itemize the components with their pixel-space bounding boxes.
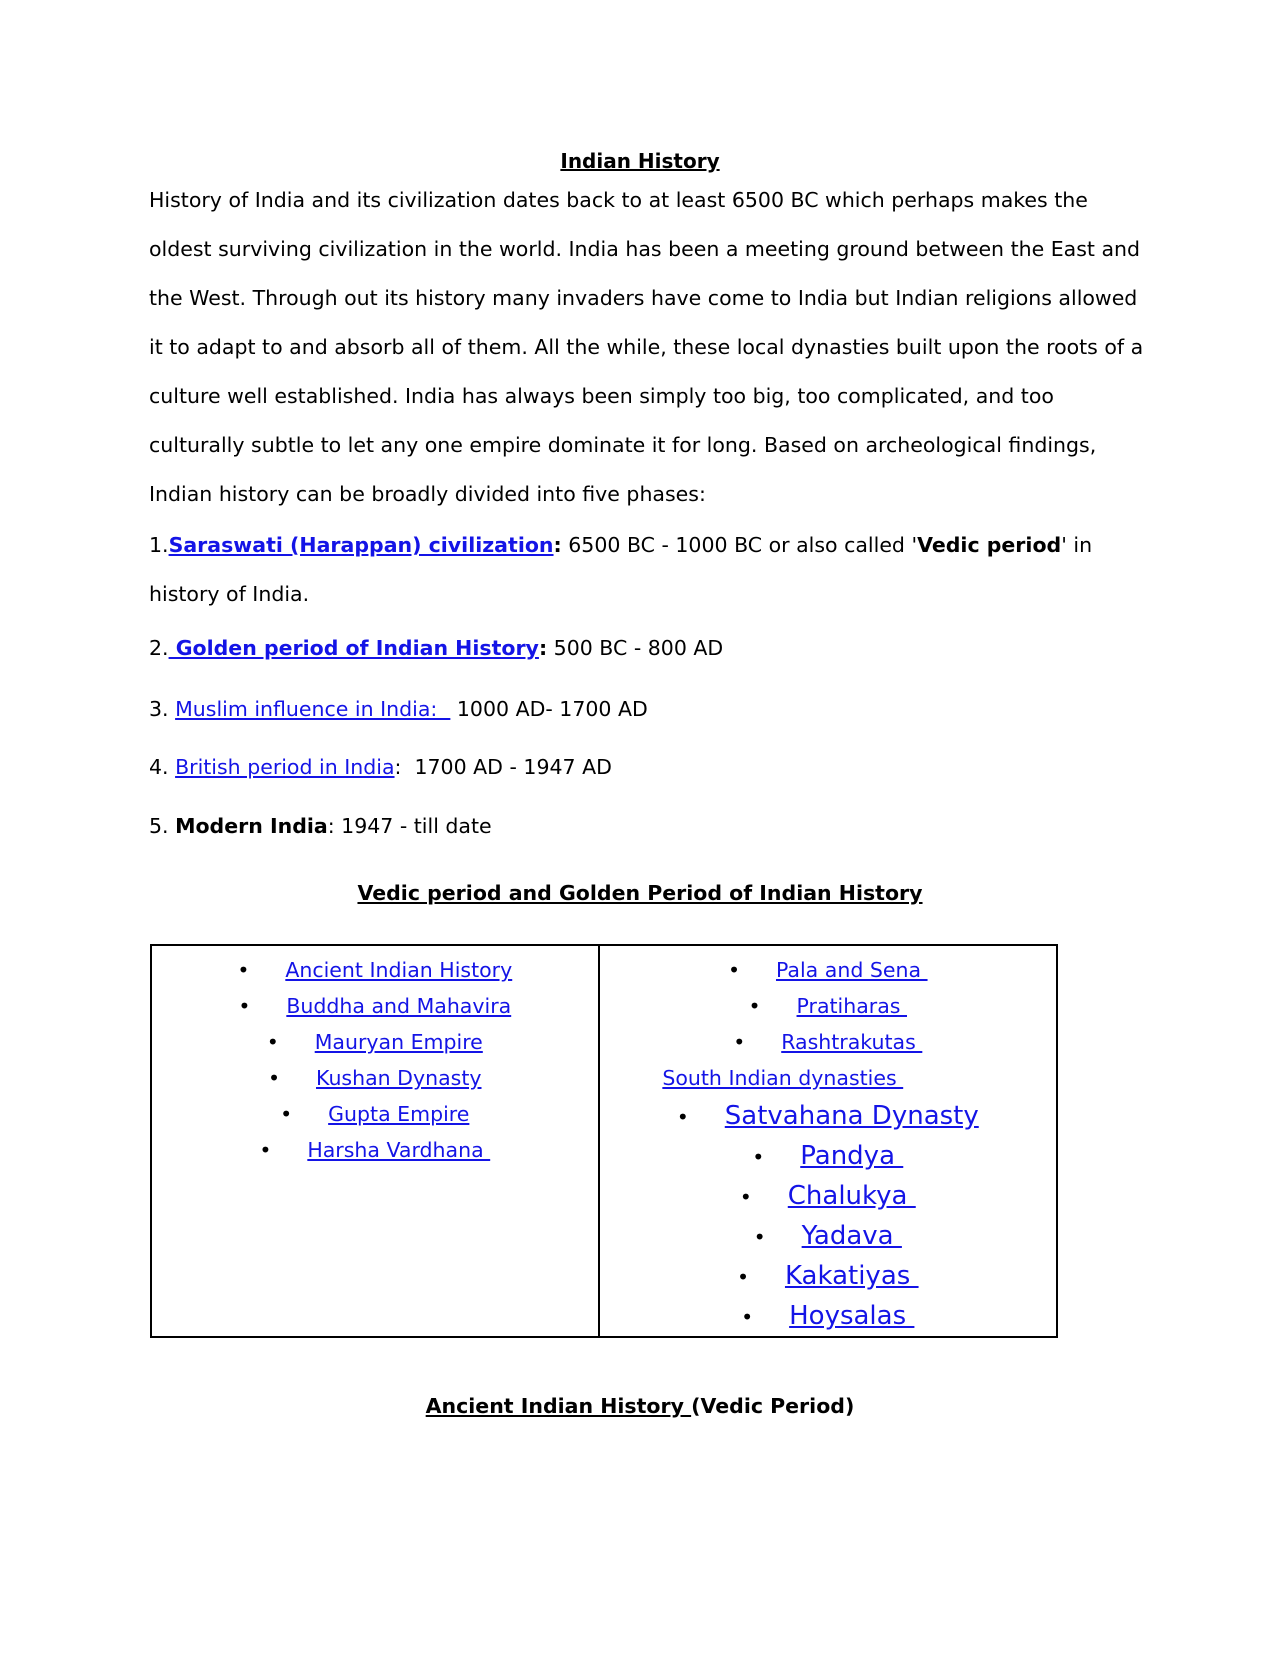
list-item (152, 1060, 598, 1096)
modern-india-bold: Modern India (175, 814, 328, 838)
phase-number: 1. (149, 533, 169, 557)
vedic-period-bold: Vedic period (917, 533, 1062, 557)
phase-text: 6500 BC - 1000 BC or also called ' (561, 533, 918, 557)
bullet-icon: • (238, 994, 251, 1018)
list-item (600, 1176, 1056, 1216)
dynasties-table (150, 944, 1058, 1338)
kushan-dynasty-link[interactable]: Kushan Dynasty (316, 1066, 482, 1090)
vedic-period-label: (Vedic Period) (691, 1394, 855, 1418)
gupta-empire-link[interactable]: Gupta Empire (328, 1102, 470, 1126)
bullet-icon: • (748, 994, 761, 1018)
mauryan-empire-link[interactable]: Mauryan Empire (314, 1030, 483, 1054)
british-period-link[interactable]: British period in India (175, 755, 395, 779)
bullet-icon: • (237, 958, 250, 982)
phase-number: 5. (149, 814, 176, 838)
phase-4 (149, 743, 1129, 792)
satvahana-dynasty-link[interactable]: Satvahana Dynasty (724, 1101, 979, 1131)
golden-period-link[interactable]: Golden period of Indian History (168, 636, 539, 660)
list-item (600, 1136, 1056, 1176)
list-item (152, 952, 598, 988)
section-title-vedic-golden: Vedic period and Golden Period of Indian History (357, 881, 923, 905)
south-indian-dynasties-link[interactable]: South Indian dynasties (662, 1066, 904, 1090)
phase-text: 500 BC - 800 AD (547, 636, 724, 660)
phase-5 (149, 802, 1129, 851)
phase-separator: : (553, 533, 562, 557)
list-item (600, 1096, 1056, 1136)
muslim-influence-link[interactable]: Muslim influence in India: (175, 697, 451, 721)
phase-separator: : (538, 636, 548, 660)
phase-3 (149, 685, 1129, 734)
bullet-icon: • (266, 1030, 279, 1054)
phase-2 (149, 624, 1129, 673)
bullet-icon: • (739, 1185, 752, 1209)
phase-text-end: ' in history of India. (149, 533, 1093, 606)
list-item (600, 1060, 1056, 1096)
ancient-indian-history-heading-link[interactable]: Ancient Indian History (425, 1394, 692, 1418)
pratiharas-link[interactable]: Pratiharas (796, 994, 907, 1018)
list-item (152, 988, 598, 1024)
buddha-mahavira-link[interactable]: Buddha and Mahavira (286, 994, 512, 1018)
intro-paragraph: History of India and its civilization dates back to at least 6500 BC which perhaps makes the oldest surviving civilization in the world. India has been a meeting ground between the East and the West. Through out its history many invaders have come to India but Indian religions allowed it to adapt to and absorb all of them. All the while, these local dynasties built upon the roots of a culture well established. India has always been simply too big, too complicated, and too culturally subtle to let any one empire dominate it for long. Based on archeological findings, Indian history can be broadly divided into five phases: (149, 188, 1144, 506)
bullet-icon: • (259, 1138, 272, 1162)
left-dynasty-list (152, 946, 598, 1168)
bullet-icon: • (727, 958, 741, 982)
list-item (600, 1024, 1056, 1060)
list-item (152, 1132, 598, 1168)
phase-number: 4. (149, 755, 176, 779)
right-dynasty-list (600, 946, 1056, 1336)
bullet-icon: • (741, 1305, 754, 1329)
bullet-icon: • (268, 1066, 281, 1090)
phase-text: 1000 AD- 1700 AD (450, 697, 648, 721)
list-item (152, 1024, 598, 1060)
phase-1 (149, 521, 1129, 619)
bullet-icon: • (280, 1102, 293, 1126)
list-item (600, 1256, 1056, 1296)
list-item (152, 1096, 598, 1132)
phase-number: 2. (149, 636, 169, 660)
list-item (600, 1296, 1056, 1336)
pala-sena-link[interactable]: Pala and Sena (775, 958, 928, 982)
rashtrakutas-link[interactable]: Rashtrakutas (781, 1030, 923, 1054)
harsha-vardhana-link[interactable]: Harsha Vardhana (307, 1138, 491, 1162)
phase-number: 3. (149, 697, 176, 721)
kakatiyas-link[interactable]: Kakatiyas (784, 1261, 919, 1291)
list-item (600, 952, 1056, 988)
pandya-link[interactable]: Pandya (800, 1141, 904, 1171)
yadava-link[interactable]: Yadava (801, 1221, 902, 1251)
ancient-indian-history-link[interactable]: Ancient Indian History (285, 958, 513, 982)
bullet-icon: • (752, 1145, 765, 1169)
hoysalas-link[interactable]: Hoysalas (789, 1301, 915, 1331)
saraswati-civilization-link[interactable]: Saraswati (Harappan) civilization (168, 533, 554, 557)
bullet-icon: • (676, 1105, 689, 1129)
phase-text: : 1700 AD - 1947 AD (394, 755, 612, 779)
right-column (599, 945, 1057, 1337)
left-column (151, 945, 599, 1337)
page-title: Indian History (560, 149, 720, 173)
bullet-icon: • (733, 1030, 746, 1054)
chalukya-link[interactable]: Chalukya (787, 1181, 916, 1211)
list-item (600, 1216, 1056, 1256)
bullet-icon: • (736, 1265, 750, 1289)
phase-text: : 1947 - till date (327, 814, 492, 838)
bullet-icon: • (753, 1225, 766, 1249)
section-title-ancient (0, 1394, 1280, 1418)
list-item (600, 988, 1056, 1024)
